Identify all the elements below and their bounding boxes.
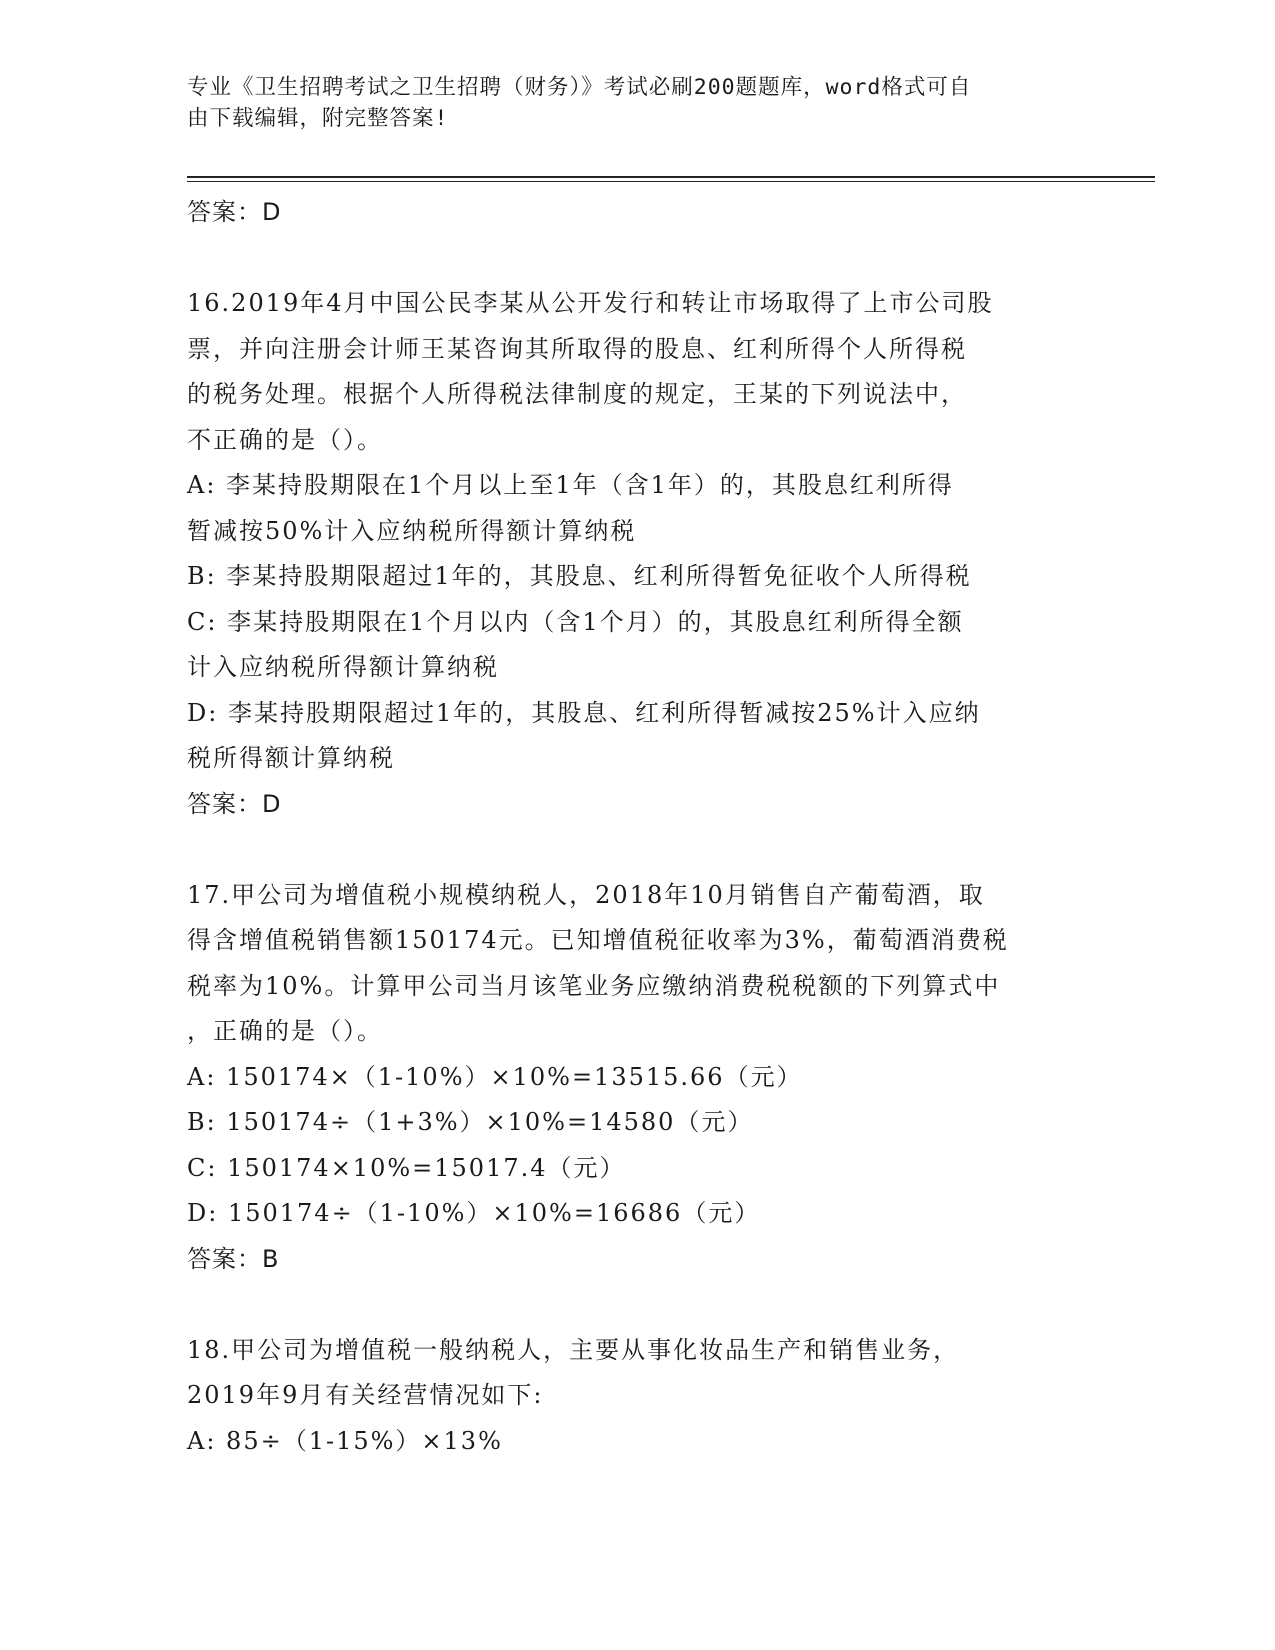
header-line-2: 由下载编辑，附完整答案! <box>187 106 449 131</box>
answer-16: 答案：D <box>187 789 282 818</box>
option-b: B: 150174÷（1+3%）×10%=14580（元） <box>187 1108 754 1136</box>
header-divider-thick <box>187 176 1155 178</box>
option-a: A: 150174×（1-10%）×10%=13515.66（元） <box>187 1062 803 1091</box>
question-stem-line: 不正确的是（）。 <box>187 425 383 454</box>
option-a: A: 85÷（1-15%）×13% <box>187 1426 503 1455</box>
question-17 <box>187 873 1087 1283</box>
option-d: D: 150174÷（1-10%）×10%=16686（元） <box>187 1199 761 1227</box>
question-stem-line: 得含增值税销售额150174元。已知增值税征收率为3%，葡萄酒消费税 <box>187 926 1009 954</box>
question-stem-line: 票，并向注册会计师王某咨询其所取得的股息、红利所得个人所得税 <box>187 334 967 363</box>
option-b: B: 李某持股期限超过1年的，其股息、红利所得暂免征收个人所得税 <box>187 562 972 590</box>
question-content <box>187 190 1087 1464</box>
question-18 <box>187 1328 1087 1465</box>
previous-answer: 答案：D <box>187 198 282 226</box>
question-stem-line: 16.2019年4月中国公民李某从公开发行和转让市场取得了上市公司股 <box>187 289 994 317</box>
document-header <box>187 72 1087 134</box>
header-divider-thin <box>187 181 1155 182</box>
question-stem-line: 的税务处理。根据个人所得税法律制度的规定，王某的下列说法中， <box>187 380 967 408</box>
answer-17: 答案：B <box>187 1244 280 1273</box>
question-16 <box>187 281 1087 827</box>
question-stem-line: 18.甲公司为增值税一般纳税人，主要从事化妆品生产和销售业务， <box>187 1335 960 1364</box>
option-d: D: 李某持股期限超过1年的，其股息、红利所得暂减按25%计入应纳 <box>187 698 981 727</box>
option-c-continued: 计入应纳税所得额计算纳税 <box>187 653 499 681</box>
question-stem-line: 税率为10%。计算甲公司当月该笔业务应缴纳消费税税额的下列算式中 <box>187 971 1001 1000</box>
question-stem-line: 17.甲公司为增值税小规模纳税人，2018年10月销售自产葡萄酒，取 <box>187 880 985 909</box>
option-c: C: 150174×10%=15017.4（元） <box>187 1153 626 1182</box>
option-d-continued: 税所得额计算纳税 <box>187 744 395 772</box>
header-line-1: 专业《卫生招聘考试之卫生招聘（财务）》考试必刷200题题库，word格式可自 <box>187 75 972 100</box>
option-c: C: 李某持股期限在1个月以内（含1个月）的，其股息红利所得全额 <box>187 607 964 636</box>
option-a: A: 李某持股期限在1个月以上至1年（含1年）的，其股息红利所得 <box>187 471 954 499</box>
question-stem-line: ，正确的是（）。 <box>187 1017 383 1045</box>
question-stem-line: 2019年9月有关经营情况如下: <box>187 1381 544 1409</box>
option-a-continued: 暂减按50%计入应纳税所得额计算纳税 <box>187 516 637 545</box>
